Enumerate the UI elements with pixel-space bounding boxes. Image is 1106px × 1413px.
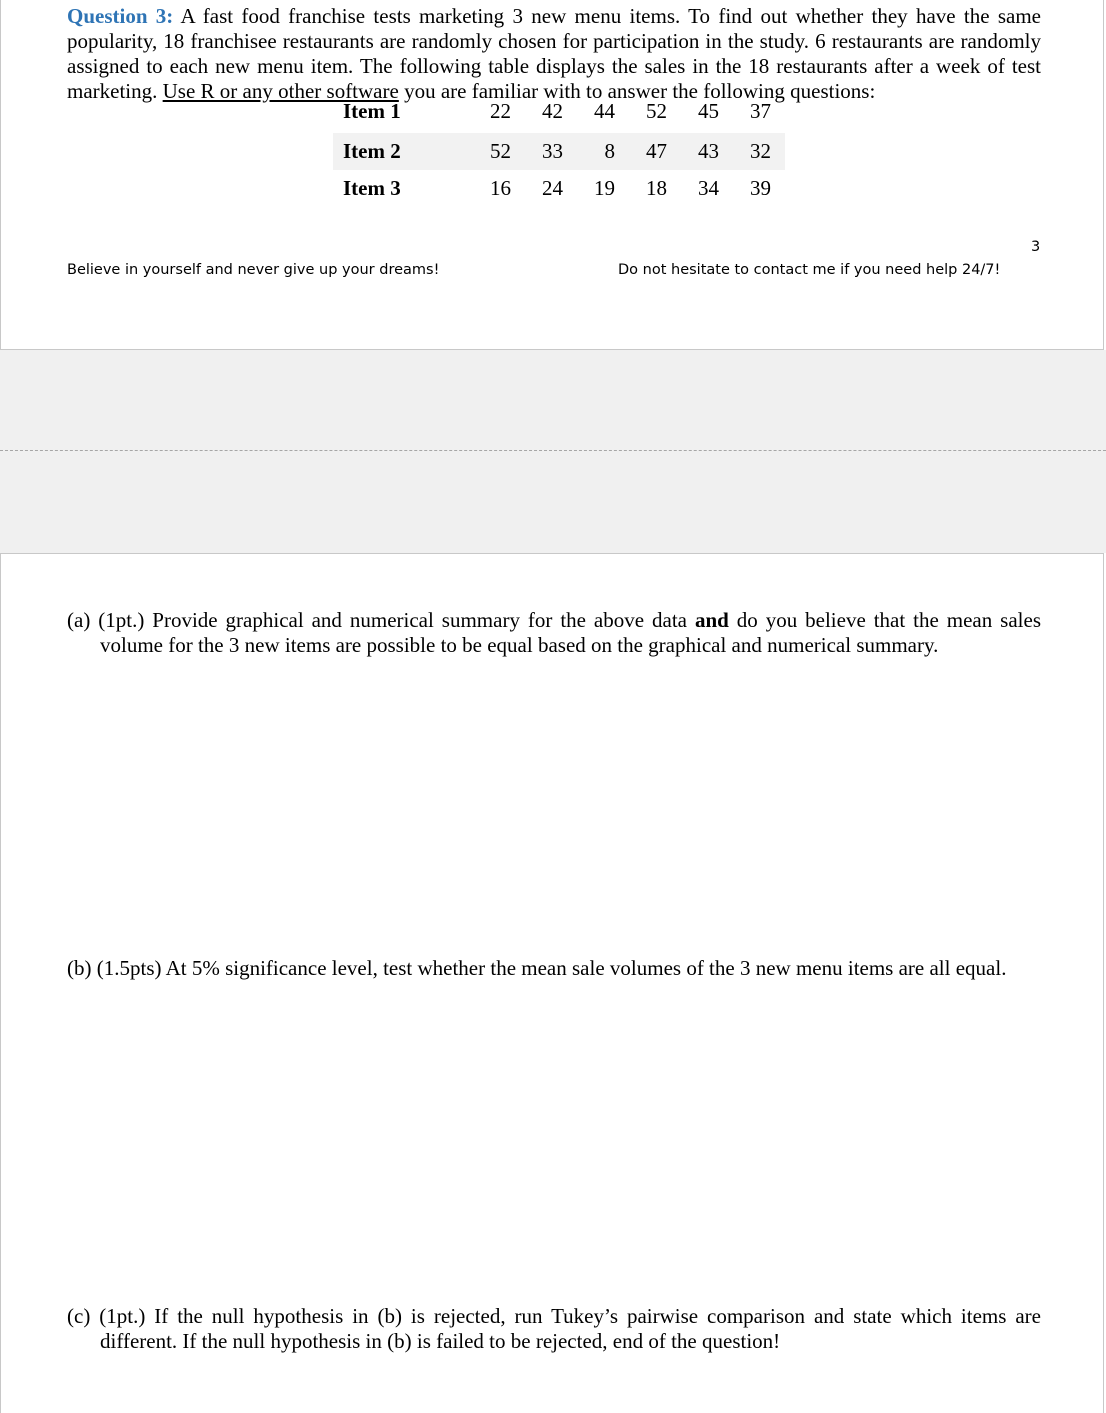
- part-c-text: (c) (1pt.) If the null hypothesis in (b) is rejected, run Tukey’s pairwise comparison and state which items are different. If the null hypothesis in (b) is failed to be rejected, end of the question!: [67, 1304, 1041, 1353]
- table-cell: 42: [542, 99, 563, 123]
- table-row: [333, 170, 785, 207]
- table-cell: 24: [542, 176, 563, 200]
- table-cell: 52: [459, 133, 511, 170]
- part-c: [67, 1304, 1041, 1354]
- sales-table: [333, 99, 785, 207]
- page-gap: [0, 350, 1106, 553]
- question-text-1: A fast food franchise tests marketing 3 new menu items. To find out whether they have the same popularity, 18 franchisee restaurants are randomly chosen for participation in the study. 6 restaurants are randomly assigned to each new menu item. The following table displays the sales in the 18 restaurants after a week of test marketing.: [67, 4, 1041, 103]
- question-paragraph: [67, 4, 1041, 104]
- table-cell: 47: [615, 133, 667, 170]
- question-text-2: you are familiar with to answer the following questions:: [398, 79, 876, 103]
- table-cell: 32: [719, 133, 785, 170]
- table-cell: 37: [750, 99, 771, 123]
- table-row: [333, 99, 785, 133]
- table-cell: 39: [750, 176, 771, 200]
- table-cell: 19: [594, 176, 615, 200]
- part-a-prefix: (a) (1pt.) Provide graphical and numerical summary for the above data: [67, 608, 695, 632]
- question-label: Question 3:: [67, 4, 174, 28]
- table-row: [333, 133, 785, 170]
- page-3-top: [0, 0, 1104, 350]
- software-hint: Use R or any other software: [162, 79, 399, 103]
- page-4-bottom: [0, 553, 1104, 1413]
- part-a: [67, 608, 1041, 658]
- part-b-text: (b) (1.5pts) At 5% significance level, test whether the mean sale volumes of the 3 new menu items are all equal.: [67, 956, 1007, 980]
- footer-right: Do not hesitate to contact me if you need help 24/7!: [618, 262, 1001, 278]
- table-cell: 22: [490, 99, 511, 123]
- table-cell: 44: [594, 99, 615, 123]
- table-cell: 16: [490, 176, 511, 200]
- page-break-line: [0, 450, 1106, 451]
- page-number: 3: [1031, 239, 1041, 255]
- part-a-suffix: do you believe that the mean sales volume for the 3 new items are possible to be equal based on the graphical and numerical summary.: [100, 608, 1041, 657]
- row-label: Item 2: [333, 133, 413, 170]
- table-cell: 52: [646, 99, 667, 123]
- table-cell: 43: [667, 133, 719, 170]
- footer-left: Believe in yourself and never give up your dreams!: [67, 262, 440, 278]
- table-cell: 34: [698, 176, 719, 200]
- table-cell: 8: [563, 133, 615, 170]
- row-label: Item 3: [343, 176, 401, 200]
- table-cell: 18: [646, 176, 667, 200]
- part-b: [67, 956, 1041, 981]
- row-label: Item 1: [343, 99, 401, 123]
- table-cell: 45: [698, 99, 719, 123]
- table-cell: 33: [511, 133, 563, 170]
- part-a-bold: and: [694, 608, 729, 632]
